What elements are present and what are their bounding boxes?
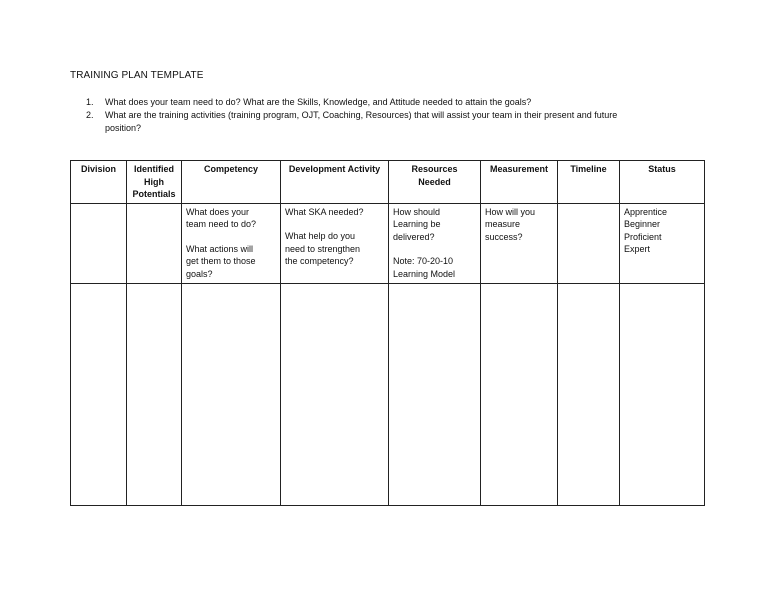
question-item	[86, 109, 686, 135]
header-development-activity: Development Activity	[281, 161, 389, 204]
cell-measurement[interactable]	[481, 283, 558, 505]
header-measurement: Measurement	[481, 161, 558, 204]
cell-division[interactable]	[71, 203, 127, 283]
training-plan-table	[70, 160, 705, 506]
table-header-row	[71, 161, 705, 204]
table-row-blank	[71, 283, 705, 505]
cell-identified-high-potentials[interactable]	[127, 283, 182, 505]
question-text: What does your team need to do? What are the Skills, Knowledge, and Attitude needed to attain the goals?	[105, 97, 532, 107]
cell-status[interactable]: Apprentice Beginner Proficient Expert	[620, 203, 705, 283]
cell-measurement[interactable]: How will you measure success?	[481, 203, 558, 283]
cell-resources-needed[interactable]	[389, 283, 481, 505]
cell-identified-high-potentials[interactable]	[127, 203, 182, 283]
question-text-continued: position?	[105, 123, 142, 133]
cell-competency[interactable]	[182, 283, 281, 505]
header-resources-needed: Resources Needed	[389, 161, 481, 204]
question-text: What are the training activities (training program, OJT, Coaching, Resources) that will assist your team in their present and future	[105, 110, 618, 120]
questions-list	[86, 96, 686, 135]
table-row-guidance	[71, 203, 705, 283]
question-number: 1.	[86, 97, 94, 107]
header-timeline: Timeline	[558, 161, 620, 204]
question-item	[86, 96, 686, 109]
cell-division[interactable]	[71, 283, 127, 505]
cell-timeline[interactable]	[558, 203, 620, 283]
cell-development-activity[interactable]: What SKA needed? What help do you need to strengthen the competency?	[281, 203, 389, 283]
cell-timeline[interactable]	[558, 283, 620, 505]
header-competency: Competency	[182, 161, 281, 204]
header-identified-high-potentials: Identified High Potentials	[127, 161, 182, 204]
cell-competency[interactable]: What does your team need to do? What actions will get them to those goals?	[182, 203, 281, 283]
header-division: Division	[71, 161, 127, 204]
cell-development-activity[interactable]	[281, 283, 389, 505]
header-status: Status	[620, 161, 705, 204]
page-title: TRAINING PLAN TEMPLATE	[70, 70, 204, 81]
cell-status[interactable]	[620, 283, 705, 505]
cell-resources-needed[interactable]: How should Learning be delivered? Note: 70-20-10 Learning Model	[389, 203, 481, 283]
question-number: 2.	[86, 110, 94, 120]
